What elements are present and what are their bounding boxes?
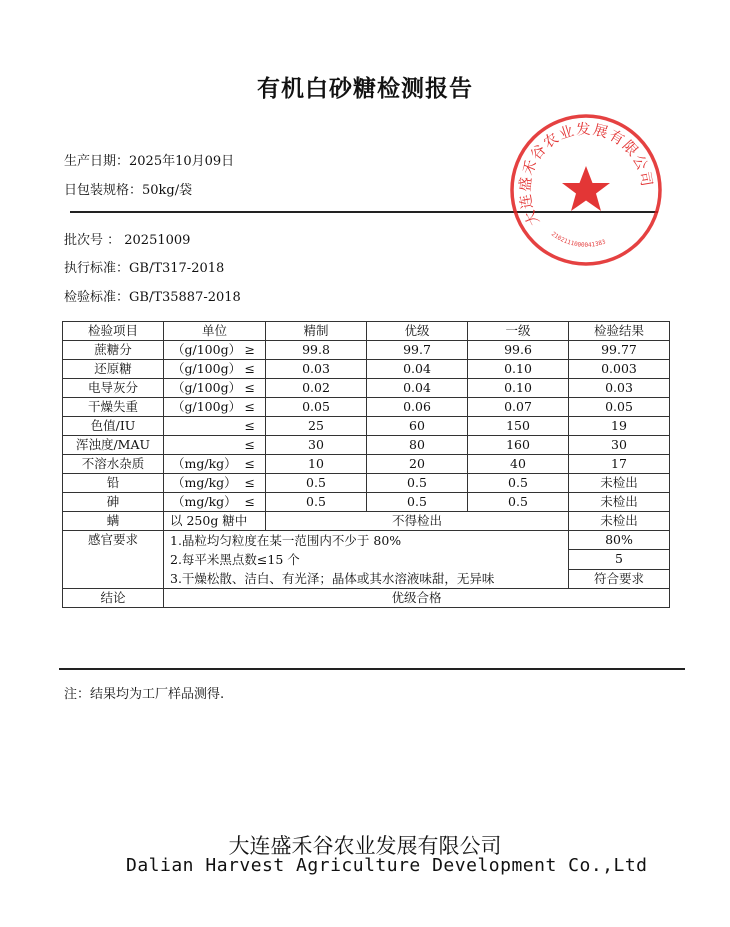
package-spec: 日包装规格：50kg/袋 — [64, 183, 193, 198]
header-refined: 精制 — [266, 322, 367, 341]
conclusion-value: 优级合格 — [164, 589, 670, 608]
row-item: 螨 — [63, 512, 164, 531]
row-unit — [164, 417, 266, 436]
row-unit — [164, 379, 266, 398]
row-comparator: ≤ — [244, 418, 255, 433]
row-unit — [164, 493, 266, 512]
row-first-grade: 0.10 — [468, 379, 569, 398]
row-first-grade: 160 — [468, 436, 569, 455]
row-unit — [164, 341, 266, 360]
row-item: 色值/IU — [63, 417, 164, 436]
test-standard: 检验标准：GB/T35887-2018 — [64, 290, 241, 305]
row-item: 蔗糖分 — [63, 341, 164, 360]
row-refined: 0.05 — [266, 398, 367, 417]
row-first-grade: 150 — [468, 417, 569, 436]
row-refined: 99.8 — [266, 341, 367, 360]
header-premium: 优级 — [367, 322, 468, 341]
row-first-grade: 99.6 — [468, 341, 569, 360]
row-comparator: ≥ — [244, 342, 255, 357]
row-item: 电导灰分 — [63, 379, 164, 398]
table-row — [63, 379, 670, 398]
header-item: 检验项目 — [63, 322, 164, 341]
row-refined: 25 — [266, 417, 367, 436]
conclusion-label: 结论 — [63, 589, 164, 608]
report-title: 有机白砂糖检测报告 — [257, 76, 473, 102]
execution-standard: 执行标准：GB/T317-2018 — [64, 261, 225, 276]
row-unit-text: （g/100g） — [172, 380, 242, 395]
sensory-item: 感官要求 — [63, 531, 164, 589]
row-first-grade: 0.07 — [468, 398, 569, 417]
row-result: 0.05 — [569, 398, 670, 417]
row-item: 浑浊度/MAU — [63, 436, 164, 455]
company-seal — [508, 112, 664, 268]
row-result: 19 — [569, 417, 670, 436]
table-row — [63, 436, 670, 455]
row-result: 99.77 — [569, 341, 670, 360]
batch-number: 批次号 ： 20251009 — [64, 233, 191, 248]
row-item: 不溶水杂质 — [63, 455, 164, 474]
table-header-row — [63, 322, 670, 341]
row-unit-text: （mg/kg） — [172, 456, 237, 471]
row-refined: 0.5 — [266, 474, 367, 493]
row-item: 干燥失重 — [63, 398, 164, 417]
sensory-requirements — [164, 531, 569, 589]
table-body — [63, 341, 670, 512]
table-row — [63, 455, 670, 474]
row-comparator: ≤ — [244, 361, 255, 376]
sensory-req-2: 2.每平米黑点数≤15 个 — [170, 552, 300, 567]
row-refined: 10 — [266, 455, 367, 474]
row-unit — [164, 360, 266, 379]
header-result: 检验结果 — [569, 322, 670, 341]
row-premium: 80 — [367, 436, 468, 455]
row-result: 0.003 — [569, 360, 670, 379]
row-result: 未检出 — [569, 493, 670, 512]
sensory-result-3: 符合要求 — [569, 569, 670, 588]
row-result: 未检出 — [569, 474, 670, 493]
row-result: 0.03 — [569, 379, 670, 398]
row-first-grade: 0.10 — [468, 360, 569, 379]
sensory-req-3: 3.干燥松散、洁白、有光泽；晶体或其水溶液味甜，无异味 — [170, 571, 495, 586]
row-result: 未检出 — [569, 512, 670, 531]
table-row-mite — [63, 512, 670, 531]
row-comparator: ≤ — [244, 437, 255, 452]
sensory-result-2: 5 — [569, 550, 670, 569]
seal-code: 2102111000041383 — [549, 230, 607, 249]
row-unit — [164, 398, 266, 417]
table-row — [63, 474, 670, 493]
row-premium: 0.5 — [367, 493, 468, 512]
row-unit-text: （mg/kg） — [172, 475, 237, 490]
row-premium: 0.04 — [367, 379, 468, 398]
row-premium: 60 — [367, 417, 468, 436]
row-first-grade: 40 — [468, 455, 569, 474]
row-refined: 30 — [266, 436, 367, 455]
row-premium: 20 — [367, 455, 468, 474]
row-unit — [164, 455, 266, 474]
header-first-grade: 一级 — [468, 322, 569, 341]
row-unit-text: （mg/kg） — [172, 494, 237, 509]
row-premium: 0.04 — [367, 360, 468, 379]
table-row-conclusion — [63, 589, 670, 608]
company-name-en: Dalian Harvest Agriculture Development Co.,Ltd — [126, 855, 648, 876]
row-item: 铅 — [63, 474, 164, 493]
row-premium: 99.7 — [367, 341, 468, 360]
divider-bottom — [59, 668, 685, 670]
header-unit: 单位 — [164, 322, 266, 341]
row-first-grade: 0.5 — [468, 474, 569, 493]
row-unit-text: （g/100g） — [172, 399, 242, 414]
row-item: 砷 — [63, 493, 164, 512]
sensory-result-1: 80% — [569, 531, 670, 550]
row-unit: 以 250g 糖中 — [164, 512, 266, 531]
row-unit — [164, 474, 266, 493]
company-name-cn: 大连盛禾谷农业发展有限公司 — [228, 834, 502, 858]
seal-text: 大连盛禾谷农业发展有限公司 — [517, 121, 655, 228]
table-row — [63, 360, 670, 379]
row-premium: 0.06 — [367, 398, 468, 417]
inspection-table — [62, 321, 670, 608]
row-comparator: ≤ — [244, 399, 255, 414]
sensory-req-1: 1.晶粒均匀粒度在某一范围内不少于 80% — [170, 533, 402, 548]
table-row — [63, 398, 670, 417]
table-row-sensory-1 — [63, 531, 670, 550]
row-result: 30 — [569, 436, 670, 455]
row-unit — [164, 436, 266, 455]
row-comparator: ≤ — [244, 456, 255, 471]
row-refined: 0.03 — [266, 360, 367, 379]
table-row — [63, 341, 670, 360]
table-row — [63, 417, 670, 436]
row-comparator: ≤ — [244, 494, 255, 509]
row-item: 还原糖 — [63, 360, 164, 379]
seal-star-icon — [562, 166, 610, 211]
row-refined: 0.02 — [266, 379, 367, 398]
row-comparator: ≤ — [244, 475, 255, 490]
row-premium: 0.5 — [367, 474, 468, 493]
production-date: 生产日期：2025年10月09日 — [64, 154, 235, 169]
footnote: 注：结果均为工厂样品测得. — [64, 687, 225, 702]
row-unit-text: （g/100g） — [172, 361, 242, 376]
row-first-grade: 0.5 — [468, 493, 569, 512]
row-standard: 不得检出 — [266, 512, 569, 531]
row-comparator: ≤ — [244, 380, 255, 395]
row-unit-text: （g/100g） — [172, 342, 242, 357]
table-row — [63, 493, 670, 512]
row-refined: 0.5 — [266, 493, 367, 512]
row-result: 17 — [569, 455, 670, 474]
